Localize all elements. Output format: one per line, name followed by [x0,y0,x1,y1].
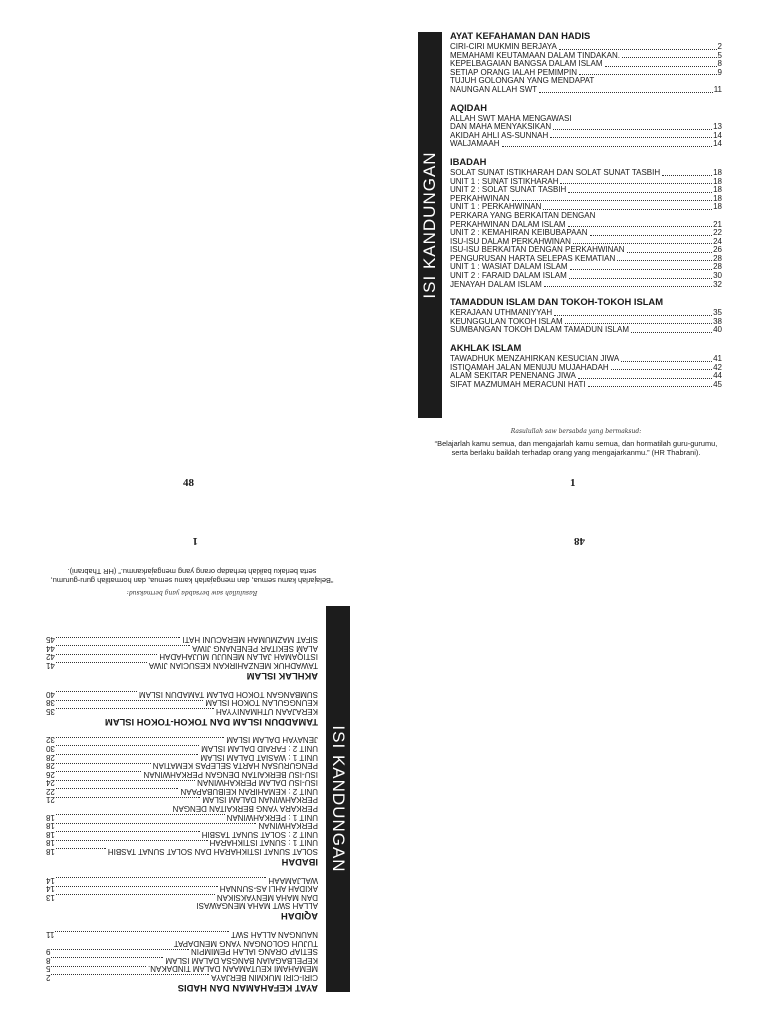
toc-entry [46,892,318,901]
dot-leader [56,645,190,646]
entry-label: UNIT 1 : SUNAT ISTIKHARAH [209,838,318,848]
sidebar-title: ISI KANDUNGAN [420,151,439,299]
toc-entry [46,660,318,669]
entry-label-continued: ALLAH SWT MAHA MENGAWASI [450,113,572,123]
entry-page: 14 [713,139,722,149]
toc-entry [46,947,318,956]
dot-leader [621,361,712,362]
entry-label: UNIT 1 : PERKAHWINAN [226,812,318,822]
dot-leader [512,200,713,201]
toc-entry [46,735,318,744]
entry-label: JENAYAH DALAM ISLAM [450,279,542,289]
entry-page: 42 [46,652,55,662]
dot-leader [578,378,712,379]
toc-entry [46,955,318,964]
toc-entry [46,795,318,804]
dot-leader [51,949,189,950]
dot-leader [502,146,713,147]
section-title: AYAT KEFAHAMAN DAN HADIS [450,30,591,41]
toc-section [450,342,722,389]
entry-label: SOLAT SUNAT ISTIKHARAH DAN SOLAT SUNAT TASBIH [450,167,661,177]
toc-entry [46,821,318,830]
entry-page: 38 [713,316,722,326]
entry-label: KERAJAAN UTHMANIYYAH [450,308,553,318]
section-title: TAMADDUN ISLAM DAN TOKOH-TOKOH ISLAM [450,296,664,308]
entry-label-continued: TUJUH GOLONGAN YANG MENDAPAT [173,938,318,948]
toc-entry [46,829,318,838]
dot-leader [554,315,712,316]
toc-entry [46,812,318,821]
toc-entry [46,698,318,707]
toc-entry [46,652,318,661]
toc-entry [46,884,318,893]
entry-label: ISU-ISU BERKAITAN DENGAN PERKAHWINAN [143,769,318,779]
entry-page: 38 [46,698,55,708]
dot-leader [56,814,225,815]
entry-page: 35 [46,706,55,716]
entry-page: 21 [46,795,55,805]
toc-section [46,735,318,868]
entry-label: UNIT 1 : PERKAHWINAN [450,202,542,212]
section-title: IBADAH [281,857,318,869]
dot-leader [56,848,106,849]
toc-section [46,689,318,728]
section-title: AQIDAH [281,911,318,923]
entry-label: SUMBANGAN TOKOH DALAM TAMADUN ISLAM [450,325,629,335]
dot-leader [56,737,224,738]
entry-label: KEPELBAGAIAN BANGSA DALAM ISLAM [165,955,318,965]
entry-page: 26 [713,245,722,255]
entry-label: UNIT 2 : FARAID DALAM ISLAM [450,271,567,281]
dot-leader [56,877,267,878]
entry-page: 26 [46,769,55,779]
entry-page: 41 [713,354,722,364]
entry-label-continued: ALLAH SWT MAHA MENGAWASI [196,901,318,911]
entry-page: 32 [713,279,722,289]
entry-page: 13 [46,892,55,902]
toc-entry [46,761,318,770]
dot-leader [553,129,712,130]
dot-leader [559,49,717,50]
entry-label: UNIT 2 : SOLAT SUNAT TASBIH [201,829,318,839]
toc-section [46,635,318,682]
entry-label-continued: PERKARA YANG BERKAITAN DENGAN [172,804,318,814]
entry-label: UNIT 1 : WASIAT DALAM ISLAM [450,262,568,272]
dot-leader [56,754,199,755]
toc-entry [46,846,318,855]
sidebar-title: ISI KANDUNGAN [329,725,348,873]
entry-page: 18 [713,185,722,195]
entry-label: CIRI-CIRI MUKMIN BERJAYA [450,42,557,51]
dot-leader [617,260,712,261]
entry-label: ALAM SEKITAR PENENANG JIWA [192,643,318,653]
entry-label: NAUNGAN ALLAH SWT [230,930,318,940]
entry-label: SIFAT MAZMUMAH MERACUNI HATI [182,635,318,645]
entry-label: DAN MAHA MENYAKSIKAN [450,122,552,132]
dot-leader [56,823,257,824]
section-title: IBADAH [450,155,487,167]
entry-label: UNIT 1 : WASIAT DALAM ISLAM [200,752,318,762]
entry-page: 22 [46,786,55,796]
page-number-right: 1 [570,477,576,489]
dot-leader [573,243,712,244]
entry-page: 28 [713,262,722,272]
entry-label: SIFAT MAZMUMAH MERACUNI HATI [450,379,586,389]
entry-page: 5 [46,964,51,974]
dot-leader [56,788,179,789]
dot-leader [627,252,713,253]
toc-section [450,30,722,95]
entry-page: 28 [713,253,722,263]
entry-label: DAN MAHA MENYAKSIKAN [216,892,318,902]
entry-label: UNIT 2 : KEMAHIRAN KEIBUBAPAAN [180,786,318,796]
toc-entry [46,964,318,973]
entry-page: 13 [713,122,722,132]
toc-section [46,929,318,994]
entry-label: KERAJAAN UTHMANIYYAH [215,706,318,716]
dot-leader [56,771,142,772]
entry-label: TAWADHUK MENZAHIRKAN KESUCIAN JIWA [450,354,620,364]
section-title: AKHLAK ISLAM [246,670,318,682]
entry-page: 24 [46,778,55,788]
entry-label: KEUNGGULAN TOKOH ISLAM [450,316,563,326]
dot-leader [56,745,199,746]
dot-leader [550,137,712,138]
section-title: AYAT KEFAHAMAN DAN HADIS [177,983,318,994]
dot-leader [568,226,713,227]
toc-entry [46,786,318,795]
dot-leader [56,831,200,832]
entry-page: 18 [713,193,722,203]
entry-page: 44 [713,371,722,381]
entry-label: SETIAP ORANG IALAH PEMIMPIN [191,947,318,957]
entry-page: 18 [713,176,722,186]
dot-leader [570,269,713,270]
entry-label: WALJAMAAH [268,875,318,885]
entry-label: PERKAHWINAN DALAM ISLAM [450,219,566,229]
entry-page: 18 [713,202,722,212]
entry-label: PENGURUSAN HARTA SELEPAS KEMATIAN [450,253,616,263]
table-of-contents [46,635,318,994]
toc-entry [46,838,318,847]
entry-page: 8 [46,955,51,965]
sidebar-band [326,606,350,992]
dot-leader [662,175,712,176]
entry-page: 18 [46,838,55,848]
entry-page: 44 [46,643,55,653]
hadith-quote [425,428,727,457]
entry-page: 14 [46,875,55,885]
toc-entry [46,743,318,752]
entry-label: ALAM SEKITAR PENENANG JIWA [450,371,576,381]
quote-line: serta berlaku baiklah terhadap orang yang mengajarkanmu.” (HR Thabrani). [67,567,317,576]
hadith-quote [41,567,343,596]
entry-page: 40 [713,325,722,335]
entry-page: 30 [46,743,55,753]
entry-page: 18 [46,847,55,857]
entry-page: 18 [46,821,55,831]
entry-page: 14 [713,130,722,140]
section-title: AQIDAH [450,101,487,113]
dot-leader [56,886,218,887]
entry-page: 2 [717,42,722,51]
dot-leader [590,235,713,236]
entry-page: 18 [713,167,722,177]
entry-page: 42 [713,362,722,372]
toc-entry [450,140,722,149]
page-number-right: 1 [192,535,198,547]
entry-label: SUMBANGAN TOKOH DALAM TAMADUN ISLAM [139,689,318,699]
toc-entry [46,875,318,884]
quote-line: serta berlaku baiklah terhadap orang yang mengajarkanmu.” (HR Thabrani). [451,448,701,457]
entry-label: ISTIQAMAH JALAN MENUJU MUJAHADAH [159,652,318,662]
dot-leader [544,286,712,287]
dot-leader [56,700,203,701]
dot-leader [56,691,137,692]
entry-label: CIRI-CIRI MUKMIN BERJAYA [211,973,318,982]
entry-label: ISTIQAMAH JALAN MENUJU MUJAHADAH [450,362,609,372]
entry-page: 28 [46,752,55,762]
entry-page: 22 [713,228,722,238]
dot-leader [55,931,229,932]
quote-intro: Rasulullah saw bersabda yang bermaksud: [510,428,642,435]
entry-label: KEPELBAGAIAN BANGSA DALAM ISLAM [450,59,603,69]
lower-sheet-rotated [0,512,768,1024]
quote-line: “Belajarlah kamu semua, dan mengajarlah kamu semua, dan hormatilah guru-gurumu, [50,576,334,585]
dot-leader [51,957,163,958]
toc-entry [450,326,722,335]
toc-entry [46,778,318,787]
entry-page: 40 [46,689,55,699]
entry-label: PERKAHWINAN DALAM ISLAM [202,795,318,805]
entry-page: 21 [713,219,722,229]
dot-leader [568,192,712,193]
entry-label: UNIT 2 : FARAID DALAM ISLAM [201,743,318,753]
dot-leader [631,332,712,333]
dot-leader [543,209,712,210]
section-title: TAMADDUN ISLAM DAN TOKOH-TOKOH ISLAM [104,716,318,728]
toc-entry [450,381,722,390]
dot-leader [51,974,209,975]
toc-entry [46,706,318,715]
toc-entry [46,752,318,761]
entry-page: 32 [46,735,55,745]
entry-page: 41 [46,660,55,670]
toc-entry [46,643,318,652]
entry-page: 18 [46,812,55,822]
entry-label: ISU-ISU DALAM PERKAHWINAN [450,236,571,246]
page-number-left: 48 [183,477,194,489]
toc-entry [46,929,318,938]
dot-leader [56,797,201,798]
entry-label: PENGURUSAN HARTA SELEPAS KEMATIAN [152,761,318,771]
dot-leader [56,637,181,638]
toc-section [46,875,318,922]
toc-section [450,296,722,335]
quote-line: “Belajarlah kamu semua, dan mengajarlah kamu semua, dan hormatilah guru-gurumu, [434,439,718,448]
toc-entry [46,769,318,778]
quote-intro: Rasulullah saw bersabda yang bermaksud: [126,589,258,596]
toc-section [450,156,722,289]
dot-leader [56,654,157,655]
entry-page: 8 [717,59,722,69]
entry-page: 2 [46,973,51,982]
dot-leader [565,323,712,324]
page-number-left: 48 [574,535,585,547]
entry-label: SOLAT SUNAT ISTIKHARAH DAN SOLAT SUNAT TASBIH [107,847,318,857]
entry-page: 9 [717,67,722,77]
entry-label-continued: TUJUH GOLONGAN YANG MENDAPAT [450,76,595,86]
dot-leader [588,386,713,387]
toc-entry [46,635,318,644]
entry-label-continued: PERKARA YANG BERKAITAN DENGAN [450,210,596,220]
entry-page: 24 [713,236,722,246]
entry-label: AKIDAH AHLI AS-SUNNAH [450,130,549,140]
entry-label: AKIDAH AHLI AS-SUNNAH [219,884,318,894]
dot-leader [56,708,214,709]
dot-leader [56,780,195,781]
entry-page: 11 [713,84,722,94]
toc-section [450,102,722,149]
dot-leader [579,74,717,75]
entry-label: TAWADHUK MENZAHIRKAN KESUCIAN JIWA [148,660,318,670]
toc-entry [450,86,722,95]
dot-leader [51,966,146,967]
entry-page: 5 [717,50,722,60]
entry-label: UNIT 1 : SUNAT ISTIKHARAH [450,176,559,186]
dot-leader [569,278,712,279]
entry-label: PERKAHWINAN [258,821,318,831]
dot-leader [56,840,208,841]
entry-page: 14 [46,884,55,894]
entry-label: NAUNGAN ALLAH SWT [450,84,538,94]
dot-leader [605,66,717,67]
entry-page: 11 [46,930,55,940]
dot-leader [539,92,713,93]
dot-leader [56,763,151,764]
entry-label: KEUNGGULAN TOKOH ISLAM [205,698,318,708]
entry-page: 45 [713,379,722,389]
sidebar-band [418,32,442,418]
entry-label: ISU-ISU DALAM PERKAHWINAN [197,778,318,788]
entry-page: 30 [713,271,722,281]
dot-leader [622,57,717,58]
entry-page: 18 [46,829,55,839]
entry-page: 35 [713,308,722,318]
toc-entry [450,281,722,290]
dot-leader [560,183,712,184]
dot-leader [56,894,215,895]
dot-leader [611,369,712,370]
entry-label: WALJAMAAH [450,139,500,149]
entry-page: 9 [46,947,51,957]
entry-label: ISU-ISU BERKAITAN DENGAN PERKAHWINAN [450,245,625,255]
dot-leader [56,662,147,663]
toc-entry [46,689,318,698]
entry-label: JENAYAH DALAM ISLAM [226,735,318,745]
entry-label: PERKAHWINAN [450,193,510,203]
section-title: AKHLAK ISLAM [450,342,522,354]
entry-page: 28 [46,761,55,771]
entry-label: MEMAHAMI KEUTAMAAN DALAM TINDAKAN. [148,964,318,974]
entry-label: UNIT 2 : KEMAHIRAN KEIBUBAPAAN [450,228,588,238]
table-of-contents [450,30,722,389]
entry-label: UNIT 2 : SOLAT SUNAT TASBIH [450,185,567,195]
entry-page: 45 [46,635,55,645]
toc-entry [46,972,318,981]
entry-label: MEMAHAMI KEUTAMAAN DALAM TINDAKAN. [450,50,620,60]
entry-label: SETIAP ORANG IALAH PEMIMPIN [450,67,577,77]
